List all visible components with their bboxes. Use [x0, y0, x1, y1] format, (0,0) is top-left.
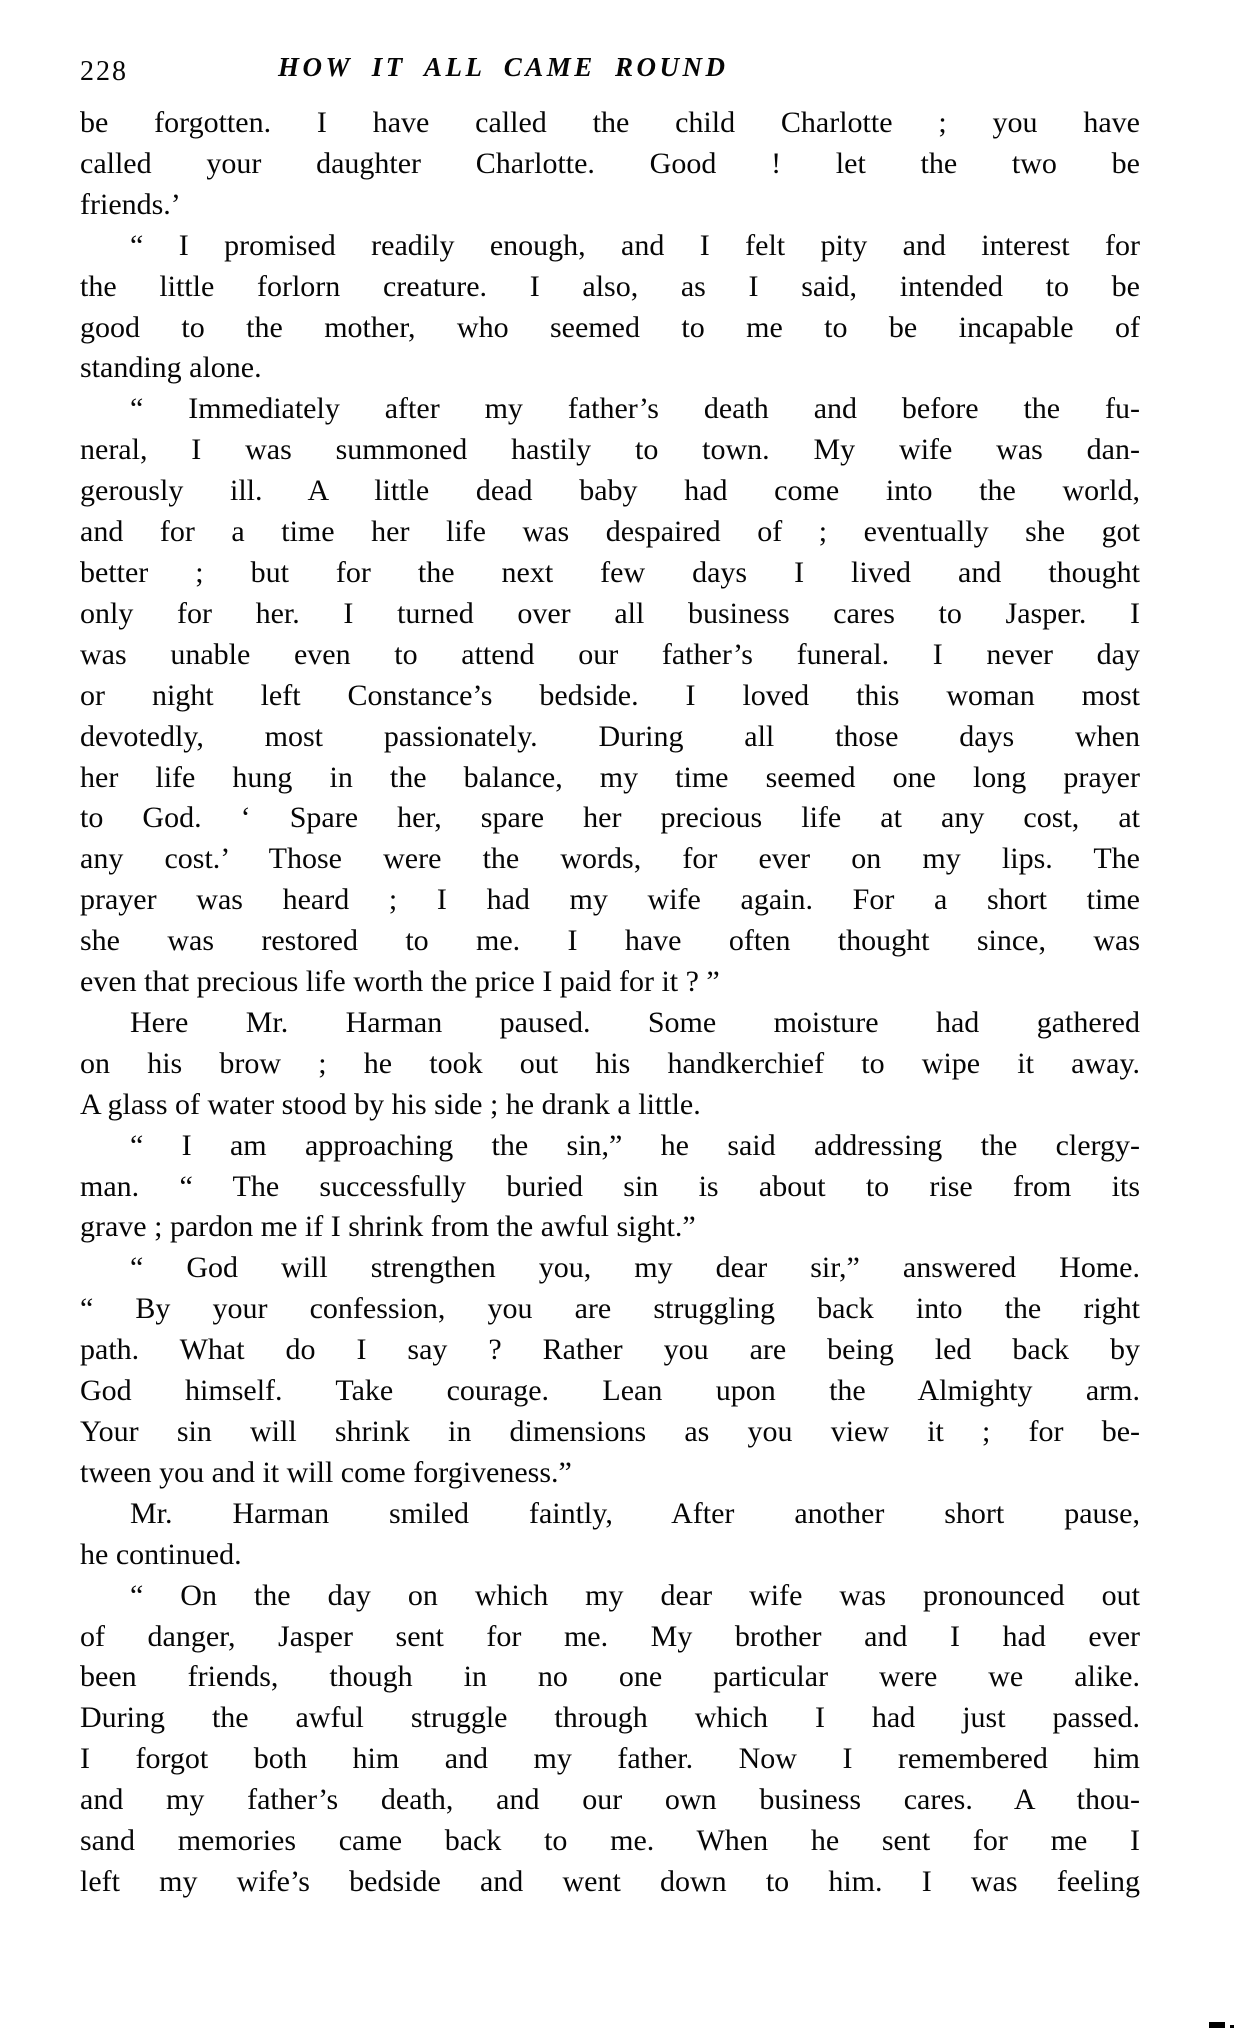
text-line: prayer was heard ; I had my wife again. For a short time [80, 883, 1140, 917]
scan-artifact-dot [1230, 2025, 1234, 2028]
text-line: any cost.’ Those were the words, for ever on my lips. The [80, 842, 1140, 876]
paragraph [80, 1003, 1140, 1126]
running-title: HOW IT ALL CAME ROUND [278, 52, 729, 82]
text-block [80, 103, 1140, 1903]
scan-artifact-bar [1209, 2022, 1225, 2028]
text-line: standing alone. [80, 351, 262, 385]
text-line: been friends, though in no one particular were we alike. [80, 1660, 1140, 1694]
text-line: grave ; pardon me if I shrink from the awful sight.” [80, 1210, 696, 1244]
text-line: A glass of water stood by his side ; he drank a little. [80, 1087, 701, 1121]
text-line: Here Mr. Harman paused. Some moisture had gathered [130, 1005, 1140, 1039]
text-line: to God. ‘ Spare her, spare her precious life at any cost, at [80, 801, 1140, 835]
paragraph [80, 103, 1140, 226]
text-line: he continued. [80, 1537, 242, 1571]
text-line: even that precious life worth the price I paid for it ? ” [80, 965, 720, 999]
text-line: her life hung in the balance, my time seemed one long prayer [80, 760, 1140, 794]
paragraph [80, 1126, 1140, 1249]
paragraph [80, 389, 1140, 1003]
text-line: only for her. I turned over all business cares to Jasper. I [80, 596, 1140, 630]
text-line: the little forlorn creature. I also, as I said, intended to be [80, 269, 1140, 303]
text-line: good to the mother, who seemed to me to be incapable of [80, 310, 1140, 344]
text-line: of danger, Jasper sent for me. My brother and I had ever [80, 1619, 1140, 1653]
text-line: and my father’s death, and our own business cares. A thou- [80, 1783, 1140, 1817]
text-line: tween you and it will come forgiveness.” [80, 1455, 572, 1489]
text-line: “ God will strengthen you, my dear sir,” answered Home. [130, 1251, 1140, 1285]
text-line: “ Immediately after my father’s death and before the fu- [130, 392, 1140, 426]
text-line: called your daughter Charlotte. Good ! let the two be [80, 146, 1140, 180]
text-line: better ; but for the next few days I lived and thought [80, 555, 1140, 589]
text-line: on his brow ; he took out his handkerchief to wipe it away. [80, 1046, 1140, 1080]
text-line: I forgot both him and my father. Now I remembered him [80, 1742, 1140, 1776]
text-line: “ I am approaching the sin,” he said addressing the clergy- [130, 1128, 1140, 1162]
text-line: Your sin will shrink in dimensions as you view it ; for be- [80, 1415, 1140, 1448]
text-line: man. “ The successfully buried sin is about to rise from its [80, 1169, 1140, 1203]
text-line: friends.’ [80, 187, 181, 221]
paragraph [80, 1576, 1140, 1903]
text-line: and for a time her life was despaired of ; eventually she got [80, 515, 1140, 549]
paragraph [80, 1494, 1140, 1576]
text-line: sand memories came back to me. When he sent for me I [80, 1824, 1140, 1858]
text-line: During the awful struggle through which I had just passed. [80, 1701, 1140, 1735]
page-number: 228 [80, 56, 128, 87]
text-line: Mr. Harman smiled faintly, After another short pause, [130, 1496, 1140, 1530]
paragraph [80, 1248, 1140, 1493]
text-line: she was restored to me. I have often thought since, was [80, 924, 1140, 958]
text-line: “ On the day on which my dear wife was pronounced out [130, 1578, 1140, 1612]
text-line: was unable even to attend our father’s funeral. I never day [80, 637, 1140, 671]
text-line: or night left Constance’s bedside. I loved this woman most [80, 678, 1140, 712]
text-line: neral, I was summoned hastily to town. My wife was dan- [80, 433, 1140, 467]
text-line: be forgotten. I have called the child Charlotte ; you have [80, 106, 1140, 139]
paragraph [80, 226, 1140, 390]
text-line: left my wife’s bedside and went down to him. I was feeling [80, 1864, 1140, 1898]
text-line: “ I promised readily enough, and I felt pity and interest for [130, 228, 1140, 262]
text-line: devotedly, most passionately. During all those days when [80, 719, 1140, 753]
text-line: path. What do I say ? Rather you are being led back by [80, 1333, 1140, 1367]
text-line: God himself. Take courage. Lean upon the Almighty arm. [80, 1374, 1140, 1408]
text-line: “ By your confession, you are struggling back into the right [80, 1292, 1140, 1326]
text-line: gerously ill. A little dead baby had come into the world, [80, 474, 1140, 508]
